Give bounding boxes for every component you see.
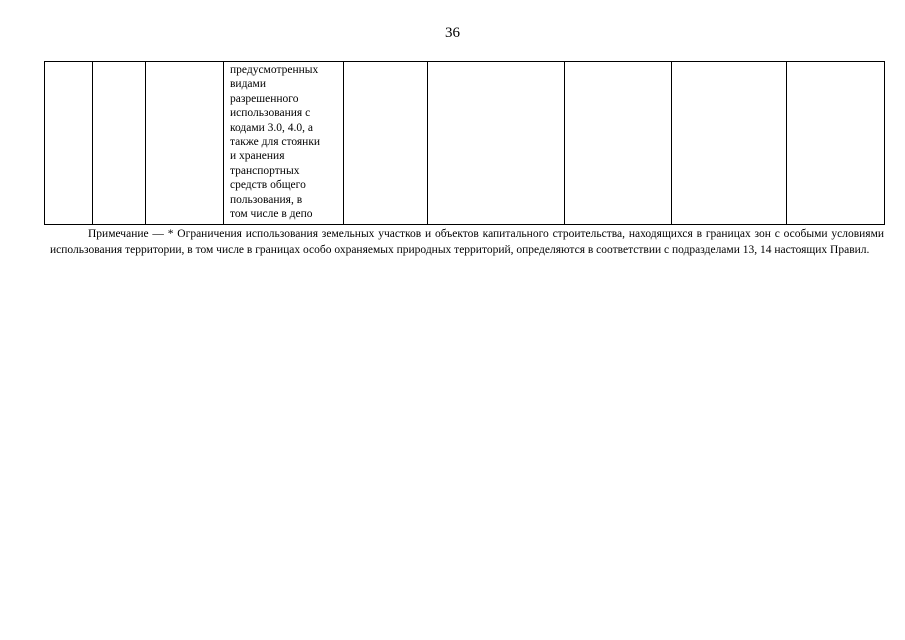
- table-cell-4: [224, 62, 344, 225]
- permitted-use-text: предусмотренных видами разрешенного использования с кодами 3.0, 4.0, а также для стоянки и хранения транспортных средств общего пользования, в том числе в депо: [230, 64, 321, 221]
- page-number: 36: [445, 25, 460, 41]
- footnote: Примечание — * Ограничения использования земельных участков и объектов капитального строительства, находящихся в границах зон с особыми условиями использования территории, в том числе в границах особо охраняемых природных территорий, определяются в соответствии с подразделами 13, 14 настоящих Правил.: [50, 228, 884, 256]
- table-row: [45, 62, 885, 225]
- table-cell-6: [428, 62, 565, 225]
- table-cell-5: [344, 62, 428, 225]
- regulation-table: [44, 61, 885, 225]
- table-cell-7: [565, 62, 672, 225]
- table-cell-3: [146, 62, 224, 225]
- table-cell-8: [672, 62, 787, 225]
- table-cell-9: [787, 62, 885, 225]
- table-cell-2: [93, 62, 146, 225]
- table-cell-1: [45, 62, 93, 225]
